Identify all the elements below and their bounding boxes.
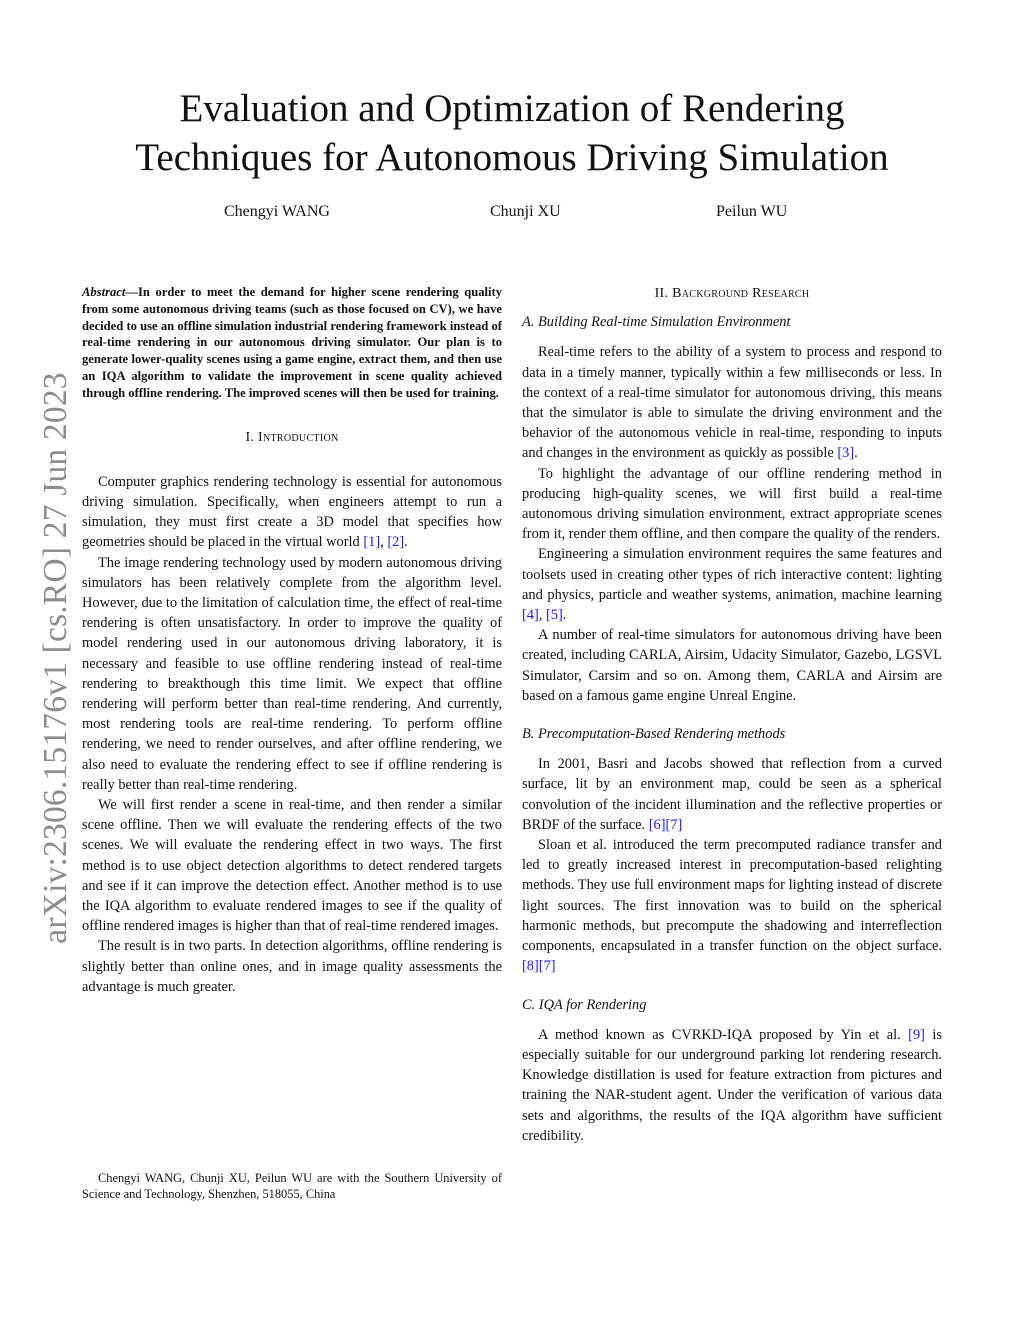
abstract	[82, 284, 502, 402]
title-line-1: Evaluation and Optimization of Rendering	[179, 87, 845, 130]
background-a-paragraph-3: Engineering a simulation environment requires the same features and toolsets used in creating other types of rich interactive content: lighting and physics, particle and weather systems, animation, machine learning [4], [5].	[522, 546, 942, 624]
citation-link[interactable]: [7]	[538, 958, 556, 975]
background-a-paragraph-2: To highlight the advantage of our offline rendering method in producing high-quality scenes, we will first build a real-time autonomous driving simulation environment, extract appropriate scenes from it, render them offline, and then compare the quality of the renders.	[522, 465, 942, 543]
background-b-paragraph-1: In 2001, Basri and Jacobs showed that reflection from a curved surface, lit by an environment map, could be seen as a spherical convolution of the incident illumination and the reflective properties or BRDF of the surface. [6][7]	[522, 756, 942, 833]
section-heading-background: II. Background Research	[654, 286, 810, 301]
intro-paragraph-3: We will first render a scene in real-time, and then render a similar scene offline. Then we will evaluate the rendering effects of the two scenes. We will evaluate the rendering effect in two ways. The first method is to use object detection algorithms to detect rendered targets and see if it can improve the detection effect. Another method is to use the IQA algorithm to evaluate rendered images to see if the quality of offline rendered images is higher than that of real-time rendered images.	[82, 797, 502, 935]
author-1: Chengyi WANG	[224, 203, 330, 220]
subsection-heading-b: B. Precomputation-Based Rendering methods	[522, 726, 786, 743]
left-column	[82, 284, 502, 997]
title-line-2: Techniques for Autonomous Driving Simulation	[135, 136, 889, 179]
background-a-paragraph-4: A number of real-time simulators for autonomous driving have been created, including CARLA, Airsim, Udacity Simulator, Gazebo, LGSVL Simulator, Carsim and so on. Among them, CARLA and Airsim are based on a famous game engine Unreal Engine.	[522, 627, 942, 704]
abstract-label: Abstract	[82, 285, 126, 299]
citation-link[interactable]: [7]	[665, 816, 683, 833]
author-list	[0, 203, 1024, 227]
affiliation-footnote: Chengyi WANG, Chunji XU, Peilun WU are with the Southern University of Science and Technology, Shenzhen, 518055, China	[82, 1171, 502, 1201]
footnote-block	[82, 1170, 502, 1202]
author-3: Peilun WU	[716, 203, 788, 220]
citation-link[interactable]: [2]	[387, 534, 405, 551]
citation-link[interactable]: [3]	[837, 445, 855, 462]
background-c-paragraph-1: A method known as CVRKD-IQA proposed by Yin et al. [9] is especially suitable for our underground parking lot rendering research. Knowledge distillation is used for feature extraction from pictures and training the NAR-student agent. Under the verification of various data sets and algorithms, the results of the IQA algorithm have sufficient credibility.	[522, 1026, 943, 1144]
citation-link[interactable]: [8]	[522, 958, 539, 975]
citation-link[interactable]: [4]	[522, 607, 539, 624]
citation-link[interactable]: [1]	[363, 534, 381, 551]
citation-link[interactable]: [5]	[545, 607, 563, 624]
intro-paragraph-1: Computer graphics rendering technology is essential for autonomous driving simulation. Specifically, when engineers attempt to run a simulation, they must first create a 3D model that specifies how geometries should be placed in the virtual world [1], [2].	[82, 473, 502, 551]
subsection-heading-a: A. Building Real-time Simulation Environment	[522, 314, 791, 331]
intro-paragraph-4: The result is in two parts. In detection algorithms, offline rendering is slightly better than online ones, and in image quality assessments the advantage is much greater.	[82, 938, 502, 995]
subsection-heading-c: C. IQA for Rendering	[522, 996, 647, 1013]
right-column	[522, 284, 942, 1146]
intro-paragraph-2: The image rendering technology used by modern autonomous driving simulators has been relatively complete from the algorithm level. However, due to the limitation of calculation time, the effect of real-time rendering is often unsatisfactory. In order to improve the quality of model rendering used in our autonomous driving laboratory, it is necessary and feasible to use offline rendering instead of real-time rendering to breakthough this time limit. We expect that offline rendering will perform better than real-time rendering. And currently, most rendering tools are real-time rendering. To perform offline rendering, we need to render ourselves, and after offline rendering, we also need to evaluate the rendering effect to see if offline rendering is really better than real-time rendering.	[82, 554, 502, 793]
abstract-text: —In order to meet the demand for higher scene rendering quality from some autonomous driving teams (such as those focused on CV), we have decided to use an offline simulation industrial rendering framework instead of real-time rendering in our autonomous driving simulator. Our plan is to generate lower-quality scenes using a game engine, extract them, and then use an IQA algorithm to validate the improvement in scene quality achieved through offline rendering. The improved scenes will then be used for training.	[82, 285, 502, 400]
citation-link[interactable]: [6]	[648, 816, 666, 833]
paper-title	[0, 84, 1024, 182]
section-heading-introduction: I. Introduction	[245, 429, 339, 445]
background-a-paragraph-1: Real-time refers to the ability of a system to process and respond to data in a timely manner, typically within a few milliseconds or less. In the context of a real-time simulator for autonomous driving, this means that the simulator is able to simulate the driving environment and the behavior of the autonomous vehicle in real-time, responding to inputs and changes in the environment as quickly as possible [3].	[522, 344, 942, 462]
author-2: Chunji XU	[490, 203, 561, 220]
citation-link[interactable]: [9]	[908, 1026, 925, 1043]
background-b-paragraph-2: Sloan et al. introduced the term precomputed radiance transfer and led to greatly increased interest in precomputation-based relighting methods. They use full environment maps for lighting instead of discrete light sources. The first innovation was to build on the spherical harmonic methods, but precompute the shadowing and interreflection components, encapsulated in a transfer function on the object surface. [8][7]	[522, 837, 942, 975]
arxiv-id: arXiv:2306.15176v1 [cs.RO] 27 Jun 2023	[37, 372, 74, 944]
